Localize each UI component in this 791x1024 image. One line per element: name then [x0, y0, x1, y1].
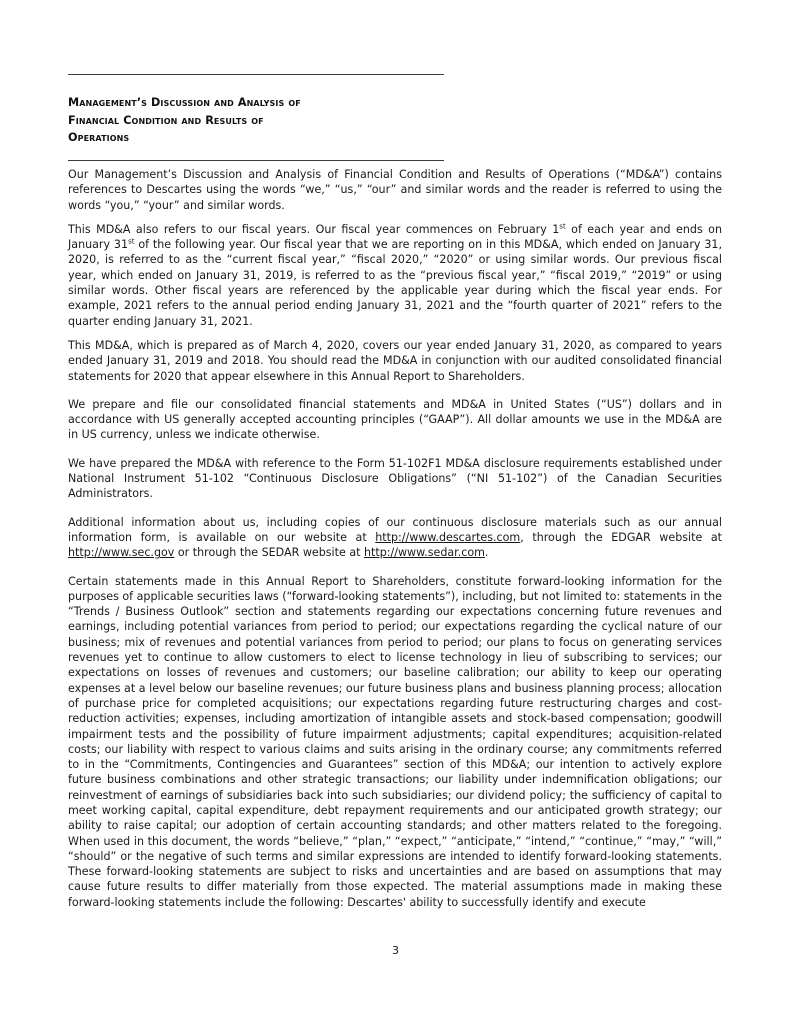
heading-line-2: Financial Condition and Results of: [68, 113, 264, 127]
descartes-website-link[interactable]: http://www.descartes.com: [375, 530, 521, 544]
top-divider: [68, 74, 444, 75]
paragraph-md-a-references: Our Management’s Discussion and Analysis of Financial Condition and Results of Operations (“MD&A”) contains references to Descartes using the words “we,” “us,” “our” and similar words and the reader is referred to using the words “you,” “your” and similar words.: [68, 168, 722, 212]
heading-line-3: Operations: [68, 131, 130, 144]
sec-website-link[interactable]: http://www.sec.gov: [68, 546, 175, 560]
sedar-website-link[interactable]: http://www.sedar.com: [364, 546, 485, 560]
section-heading: [68, 94, 448, 147]
paragraph-currency: We prepare and file our consolidated financial statements and MD&A in United States (“US”) dollars and in accordance with US generally accepted accounting principles (“GAAP”). All dollar amounts we use in the MD&A are in US currency, unless we indicate otherwise.: [68, 397, 722, 442]
page-number: 3: [392, 944, 399, 957]
bottom-divider: [68, 160, 444, 161]
paragraph-form-requirements: We have prepared the MD&A with reference to the Form 51-102F1 MD&A disclosure requirements established under National Instrument 51-102 “Continuous Disclosure Obligations” (“NI 51-102”) of the Canadian Securities Administrators.: [68, 456, 722, 501]
paragraph-prepared-as-of: This MD&A, which is prepared as of March 4, 2020, covers our year ended January 31, 2020, as compared to years ended January 31, 2019 and 2018. You should read the MD&A in conjunction with our audited consolidated financial statements for 2020 that appear elsewhere in this Annual Report to Shareholders.: [68, 338, 722, 383]
paragraph-forward-looking: Certain statements made in this Annual Report to Shareholders, constitute forward-looking information for the purposes of applicable securities laws (“forward-looking statements”), including, but not limited to: statements in the “Trends / Business Outlook” section and statements regarding our expectations concerning future revenues and earnings, including potential variances from period to period; our expectations regarding the cyclical nature of our business; mix of revenues and potential variances from period to period; our plans to focus on generating services revenues yet to continue to allow customers to elect to license technology in lieu of subscribing to services; our expectations on losses of revenues and customers; our baseline calibration; our ability to keep our operating expenses at a level below our baseline revenues; our future business plans and business planning process; allocation of purchase price for completed acquisitions; our expectations regarding future restructuring charges and cost-reduction activities; expenses, including amortization of intangible assets and stock-based compensation; goodwill impairment tests and the possibility of future impairment adjustments; capital expenditures; acquisition-related costs; our liability with respect to various claims and suits arising in the ordinary course; any commitments referred to in the “Commitments, Contingencies and Guarantees” section of this MD&A; our intention to actively explore future business combinations and other strategic transactions; our liability under indemnification obligations; our reinvestment of earnings of subsidiaries back into such subsidiaries; our dividend policy; the sufficiency of capital to meet working capital, capital expenditure, debt repayment requirements and our anticipated growth strategy; our ability to raise capital; our adoption of certain accounting standards; and other matters related to the foregoing. When used in this document, the words “believe,” “plan,” “expect,” “anticipate,” “intend,” “continue,” “may,” “will,” “should” or the negative of such terms and similar expressions are intended to identify forward-looking statements. These forward-looking statements are subject to risks and uncertainties and are based on assumptions that may cause future results to differ materially from those expected. The material assumptions made in making these forward-looking statements include the following: Descartes' ability to successfully identify and execute: [68, 574, 722, 909]
heading-line-1: Management’s Discussion and Analysis of: [68, 96, 301, 109]
paragraph-additional-information: Additional information about us, including copies of our continuous disclosure materials such as our annual information form, is available on our website at http://www.descartes.com, through the EDGAR website at http://www.sec.gov or through the SEDAR website at http://www.sedar.com.: [68, 515, 722, 560]
body-text: [68, 167, 722, 919]
paragraph-fiscal-years: This MD&A also refers to our fiscal years. Our fiscal year commences on February 1st of each year and ends on January 31st of the following year. Our fiscal year that we are reporting on in this MD&A, which ended on January 31, 2020, is referred to as the “current fiscal year,” “fiscal 2020,” “2020” or using similar words. Our previous fiscal year, which ended on January 31, 2019, is referred to as the “previous fiscal year,” “fiscal 2019,” “2019” or using similar words. Other fiscal years are referenced by the applicable year during which the fiscal year ends. For example, 2021 refers to the annual period ending January 31, 2021 and the “fourth quarter of 2021” refers to the quarter ending January 31, 2021.: [68, 222, 722, 328]
